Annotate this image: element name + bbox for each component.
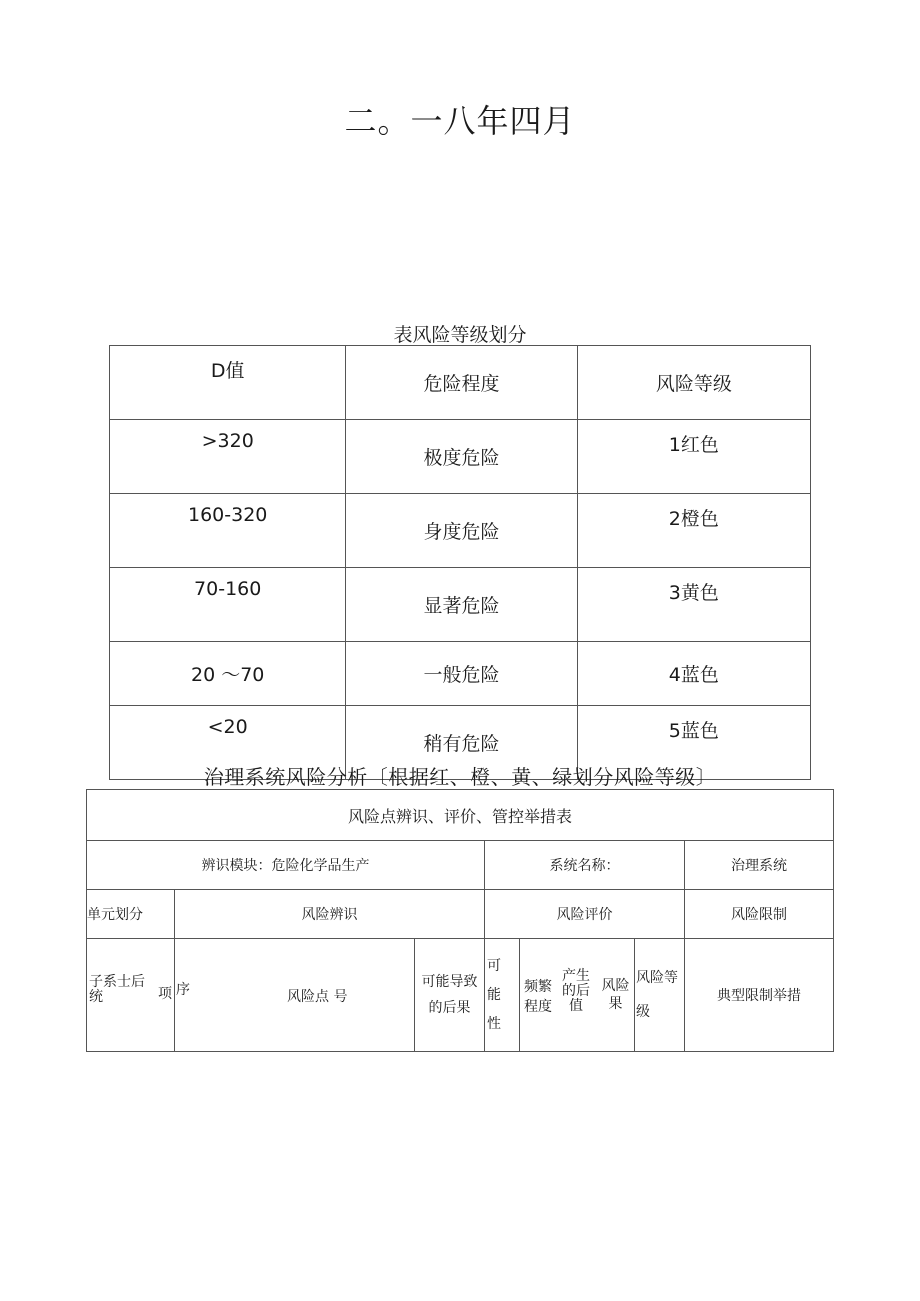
section-row [87,890,834,939]
col-subsystem-label: 子系士后 统 [89,974,145,1005]
cell-d-value: 20 ～70 [110,642,346,706]
section-unit: 单元划分 [87,890,175,939]
header-risk-level: 风险等级 [577,346,810,420]
date-title: 二。一八年四月 [344,102,576,140]
table-header-row [110,346,811,420]
cell-d-value: 160-320 [110,494,346,568]
column-header-row [87,939,834,1052]
title-row [87,790,834,841]
cell-risk-level: 1红色 [577,420,810,494]
mgmt-table-title: 风险点辨识、评价、管控举措表 [87,790,834,841]
table-row [110,420,811,494]
col-item-label: 项 [158,986,172,1002]
section-identify: 风险辨识 [175,890,485,939]
col-seq-label: 序 [176,982,190,998]
cell-risk-level: 4蓝色 [577,642,810,706]
risk-table-caption: 表风险等级划分 [393,324,527,346]
cell-danger-degree: 显著危险 [346,568,577,642]
col-risk-level: 风险等级 [635,939,685,1052]
table-row [110,642,811,706]
col-frequency-label: 频繁程度 [524,979,552,1015]
table-row [110,568,811,642]
section-control: 风险限制 [685,890,834,939]
cell-d-value: 70-160 [110,568,346,642]
risk-level-table [109,345,811,780]
identify-module: 辨识模块：危险化学品生产 [87,841,485,890]
cell-danger-degree: 稍有危险 [346,706,577,780]
table-row [110,494,811,568]
cell-risk-level: 5蓝色 [577,706,810,780]
cell-danger-degree: 身度危险 [346,494,577,568]
cell-risk-level: 3黄色 [577,568,810,642]
col-possibility: 可能性 [485,939,520,1052]
col-subsystem [87,939,175,1052]
cell-danger-degree: 极度危险 [346,420,577,494]
col-severity-label: 产生的后值 [562,968,590,1014]
system-name-value: 治理系统 [685,841,834,890]
system-name-label: 系统名称： [485,841,685,890]
cell-d-value: >320 [110,420,346,494]
header-danger-degree: 危险程度 [346,346,577,420]
mgmt-table-caption: 治理系统风险分析〔根据红、橙、黄、绿划分风险等级〕 [203,765,717,789]
col-risk-point-label: 风险点 号 [287,989,348,1005]
col-risk-value-label: 风险果 [601,978,630,1012]
header-d-value: D值 [110,346,346,420]
module-row [87,841,834,890]
col-risk-point [175,939,415,1052]
col-consequence: 可能导致的后果 [415,939,485,1052]
risk-management-table [86,789,834,1052]
col-measures: 典型限制举措 [685,939,834,1052]
cell-d-value: <20 [110,706,346,780]
col-frequency-severity [520,939,635,1052]
cell-risk-level: 2橙色 [577,494,810,568]
cell-danger-degree: 一般危险 [346,642,577,706]
section-evaluate: 风险评价 [485,890,685,939]
